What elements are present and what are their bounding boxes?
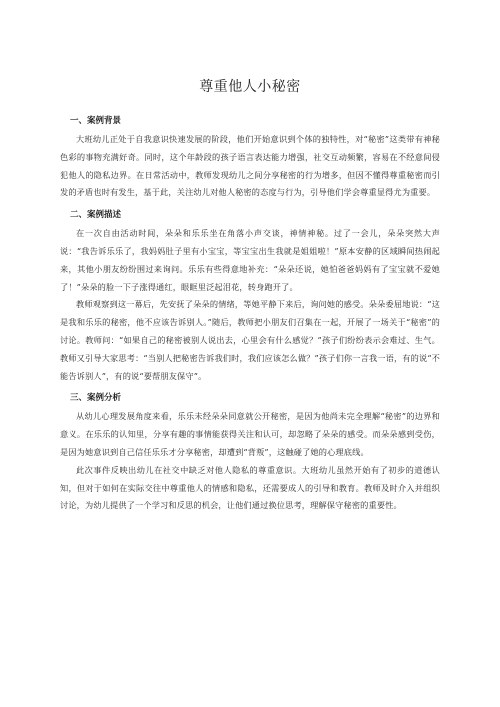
section-analysis — [60, 388, 440, 515]
paragraph: 大班幼儿正处于自我意识快速发展的阶段，他们开始意识到个体的独特性，对“秘密”这类带有神秘色彩的事物充满好奇。同时，这个年龄段的孩子语言表达能力增强，社交互动频繁，容易在不经意间侵犯他人的隐私边界。在日常活动中，教师发现幼儿之间分享秘密的行为增多，但因不懂得尊重秘密而引发的矛盾也时有发生，基于此，关注幼儿对他人秘密的态度与行为，引导他们学会尊重显得尤为重要。 — [60, 134, 440, 198]
section-description — [60, 205, 440, 385]
document-title: 尊重他人小秘密 — [199, 79, 301, 95]
paragraph: 此次事件反映出幼儿在社交中缺乏对他人隐私的尊重意识。大班幼儿虽然开始有了初步的道德认知，但对于如何在实际交往中尊重他人的情感和隐私，还需要成人的引导和教育。教师及时介入并组织讨论，为幼儿提供了一个学习和反思的机会，让他们通过换位思考，理解保守秘密的重要性。 — [60, 464, 440, 511]
section-heading: 三、案例分析 — [70, 393, 122, 404]
section-heading: 一、案例背景 — [70, 116, 122, 126]
section-background — [60, 111, 440, 202]
paragraph: 在一次自由活动时间，朵朵和乐乐坐在角落小声交谈，神情神秘。过了一会儿，朵朵突然大声说：“我告诉乐乐了，我妈妈肚子里有小宝宝，等宝宝出生我就是姐姐啦！”原本安静的区域瞬间热闹起来，其他小朋友纷纷围过来询问。乐乐有些得意地补充：“朵朵还说，她怕爸爸妈妈有了宝宝就不爱她了！”朵朵的脸一下子涨得通红，眼眶里泛起泪花，转身跑开了。 — [60, 228, 440, 292]
paragraph: 从幼儿心理发展角度来看，乐乐未经朵朵同意就公开秘密，是因为他尚未完全理解“秘密”的边界和意义。在乐乐的认知里，分享有趣的事情能获得关注和认可，却忽略了朵朵的感受。而朵朵感到受伤，是因为她意识到自己信任乐乐才分享秘密，却遭到“背叛”，这触碰了她的心理底线。 — [60, 411, 440, 457]
section-heading: 二、案例描述 — [70, 210, 122, 221]
paragraph: 教师观察到这一幕后，先安抚了朵朵的情绪，等她平静下来后，询问她的感受。朵朵委屈地说：“这是我和乐乐的秘密，他不应该告诉别人。”随后，教师把小朋友们召集在一起，开展了一场关于“秘密”的讨论。教师问：“如果自己的秘密被别人说出去，心里会有什么感觉？”孩子们纷纷表示会难过、生气。教师又引导大家思考：“当别人把秘密告诉我们时，我们应该怎么做？”孩子们你一言我一语，有的说“不能告诉别人”，有的说“要帮朋友保守”。 — [60, 299, 440, 381]
